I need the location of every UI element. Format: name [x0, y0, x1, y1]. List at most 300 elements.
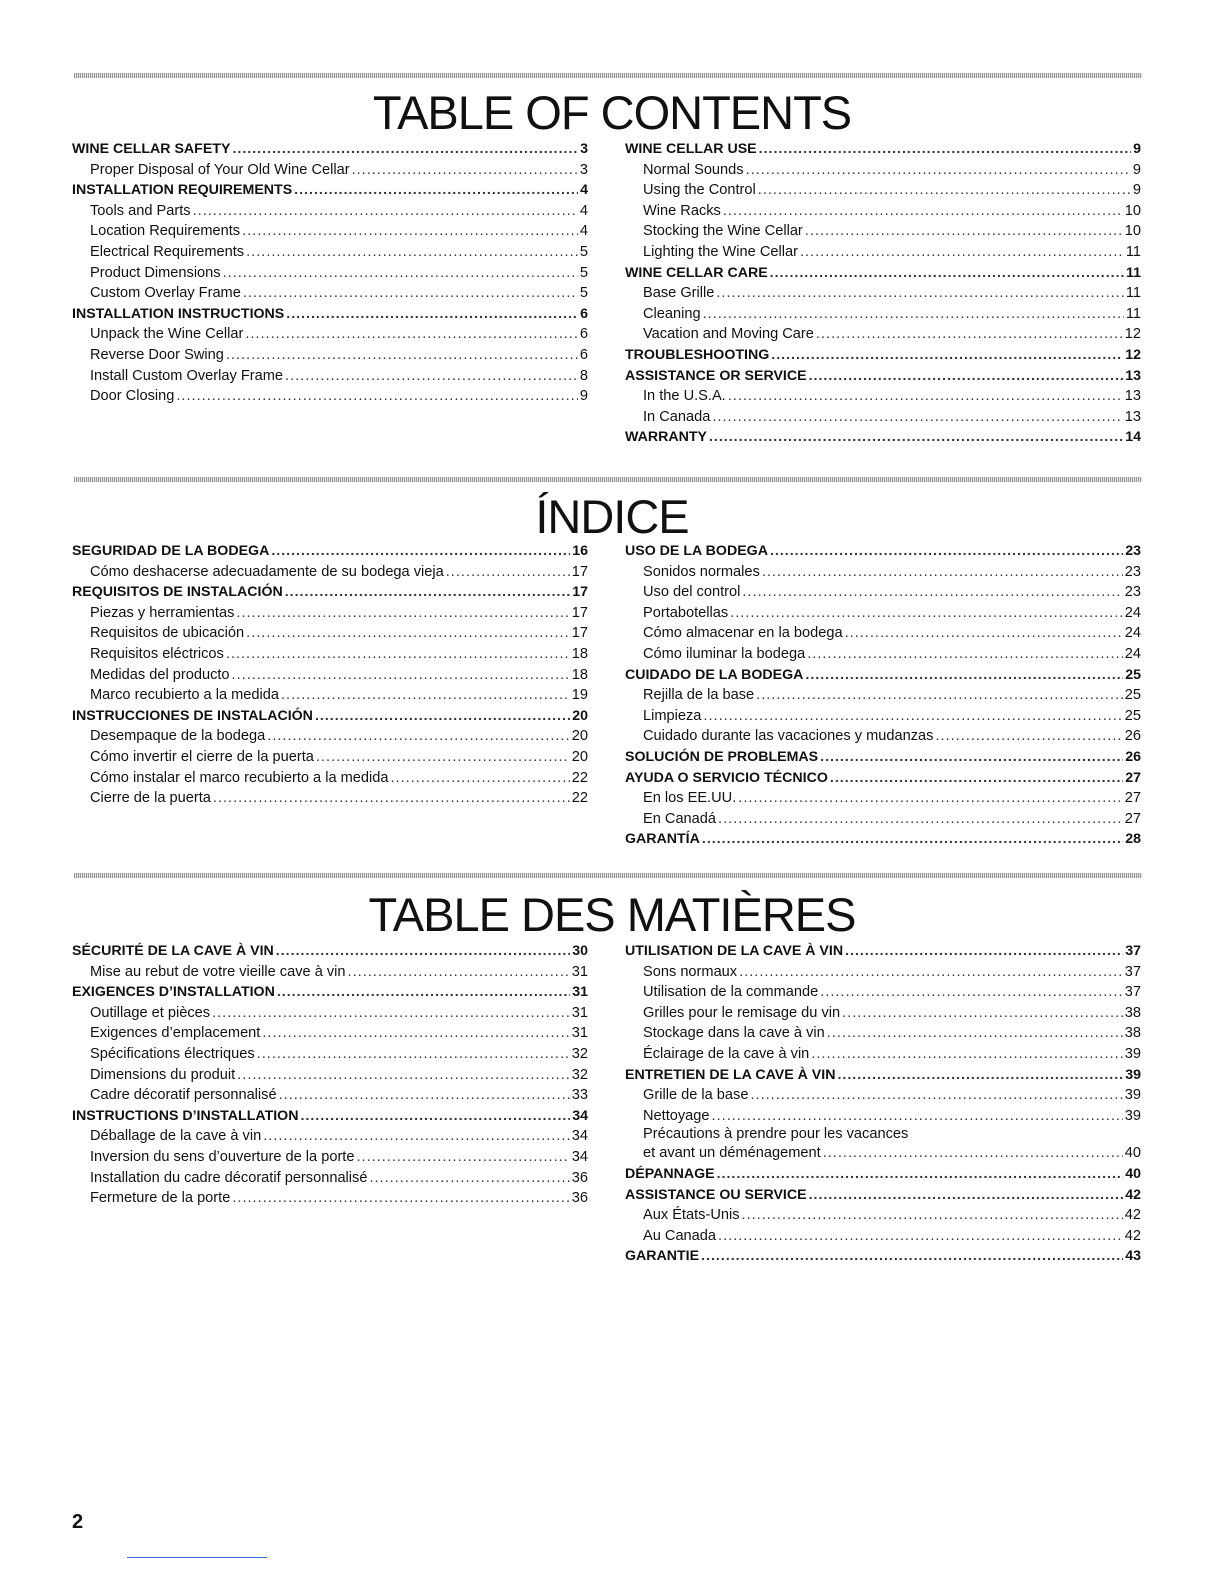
dot-leader — [257, 1044, 570, 1065]
dot-leader — [232, 665, 570, 686]
toc-page-number: 12 — [1125, 346, 1141, 363]
toc-heading-entry[interactable] — [72, 541, 588, 562]
toc-heading-entry[interactable] — [625, 345, 1141, 366]
toc-subentry[interactable] — [72, 366, 588, 387]
dot-leader — [837, 1065, 1123, 1086]
toc-subentry[interactable] — [625, 1044, 1141, 1065]
toc-page-number: 31 — [572, 984, 588, 1001]
dot-leader — [805, 221, 1123, 242]
dot-leader — [213, 788, 570, 809]
toc-subentry[interactable] — [625, 160, 1141, 181]
section-divider — [74, 73, 1142, 78]
toc-subentry[interactable] — [625, 562, 1141, 583]
toc-page-number: 17 — [572, 584, 588, 601]
toc-heading-entry[interactable] — [72, 304, 588, 325]
dot-leader — [223, 263, 578, 284]
toc-entry-label: Electrical Requirements — [90, 243, 245, 260]
toc-entry-label: DÉPANNAGE — [625, 1165, 715, 1182]
toc-subentry[interactable] — [625, 221, 1141, 242]
toc-subentry[interactable] — [72, 788, 588, 809]
toc-page-number: 6 — [579, 346, 588, 363]
toc-entry-label: Nettoyage — [643, 1107, 710, 1124]
toc-page-number: 5 — [579, 243, 588, 260]
toc-entry-label: INSTRUCTIONS D’INSTALLATION — [72, 1107, 299, 1124]
toc-subentry[interactable] — [625, 407, 1141, 428]
toc-page-number: 18 — [571, 645, 588, 662]
toc-heading-entry[interactable] — [72, 941, 588, 962]
toc-page-number: 10 — [1124, 202, 1141, 219]
toc-subentry[interactable] — [72, 1126, 588, 1147]
dot-leader — [845, 623, 1123, 644]
toc-entry-label: GARANTIE — [625, 1248, 700, 1265]
toc-entry-label: Vacation and Moving Care — [643, 326, 814, 343]
toc-page-number: 39 — [1124, 1087, 1141, 1104]
toc-subentry[interactable] — [72, 747, 588, 768]
toc-page-number: 8 — [579, 367, 588, 384]
toc-subentry[interactable] — [72, 562, 588, 583]
toc-subentry[interactable] — [625, 242, 1141, 263]
dot-leader — [702, 829, 1123, 850]
toc-subentry[interactable] — [72, 603, 588, 624]
toc-heading-entry[interactable] — [72, 982, 588, 1003]
toc-page-number: 11 — [1125, 305, 1141, 322]
toc-heading-entry[interactable] — [72, 706, 588, 727]
toc-page-number: 42 — [1125, 1186, 1141, 1203]
toc-entry-label: Location Requirements — [90, 223, 241, 240]
toc-heading-entry[interactable] — [625, 1185, 1141, 1206]
toc-entry-label: Grille de la base — [643, 1087, 749, 1104]
toc-subentry[interactable] — [72, 1188, 588, 1209]
toc-entry-label: GARANTÍA — [625, 831, 700, 848]
toc-subentry[interactable] — [625, 644, 1141, 665]
toc-subentry[interactable] — [72, 263, 588, 284]
dot-leader — [746, 160, 1131, 181]
toc-subentry[interactable] — [72, 201, 588, 222]
toc-subentry[interactable] — [72, 665, 588, 686]
toc-page-number: 31 — [571, 963, 588, 980]
toc-entry-label: Exigences d’emplacement — [90, 1025, 261, 1042]
dot-leader — [807, 644, 1123, 665]
dot-leader — [236, 603, 569, 624]
dot-leader — [762, 562, 1123, 583]
toc-entry-label: Product Dimensions — [90, 264, 221, 281]
toc-page-number: 20 — [571, 728, 588, 745]
toc-subentry[interactable] — [625, 1085, 1141, 1106]
toc-heading-entry[interactable] — [625, 829, 1141, 850]
dot-leader — [294, 180, 578, 201]
toc-entry-label-cont: et avant un déménagement — [643, 1145, 821, 1162]
toc-entry-label: Normal Sounds — [643, 161, 744, 178]
toc-entry-label: Cuidado durante las vacaciones y mudanzas — [643, 728, 934, 745]
toc-page-number: 5 — [579, 285, 588, 302]
dot-leader — [758, 180, 1131, 201]
toc-entry-label: En Canadá — [643, 810, 717, 827]
toc-entry-label: Stocking the Wine Cellar — [643, 223, 803, 240]
toc-heading-entry[interactable] — [625, 941, 1141, 962]
toc-page-number: 38 — [1124, 1004, 1141, 1021]
toc-entry-label: Requisitos eléctricos — [90, 645, 224, 662]
toc-column-right — [625, 139, 1141, 448]
toc-entry-label: Grilles pour le remisage du vin — [643, 1004, 841, 1021]
dot-leader — [446, 562, 570, 583]
toc-page-number: 34 — [572, 1107, 588, 1124]
toc-heading-entry[interactable] — [72, 139, 588, 160]
dot-leader — [739, 962, 1123, 983]
dot-leader — [286, 304, 578, 325]
toc-subentry[interactable] — [625, 982, 1141, 1003]
toc-subentry[interactable] — [625, 1003, 1141, 1024]
section-title: TABLE OF CONTENTS — [372, 86, 852, 139]
toc-subentry[interactable] — [625, 603, 1141, 624]
toc-entry-label: Using the Control — [643, 182, 756, 199]
toc-subentry[interactable] — [625, 283, 1141, 304]
toc-subentry[interactable] — [625, 726, 1141, 747]
toc-entry-label: Cadre décoratif personnalisé — [90, 1087, 277, 1104]
toc-entry-label: EXIGENCES D’INSTALLATION — [72, 984, 275, 1001]
toc-column-right — [625, 541, 1141, 850]
dot-leader — [226, 644, 570, 665]
toc-subentry[interactable] — [72, 726, 588, 747]
toc-entry-label: SEGURIDAD DE LA BODEGA — [72, 543, 270, 559]
toc-subentry[interactable] — [72, 768, 588, 789]
toc-page-number: 40 — [1124, 1145, 1141, 1162]
toc-page-number: 31 — [571, 1025, 588, 1042]
toc-entry-label: Rejilla de la base — [643, 687, 755, 704]
dot-leader — [193, 201, 578, 222]
dot-leader — [816, 324, 1123, 345]
toc-entry-label: Limpieza — [643, 707, 702, 724]
toc-heading-entry[interactable] — [625, 263, 1141, 284]
dot-leader — [935, 726, 1122, 747]
dot-leader — [262, 1023, 569, 1044]
section-divider — [74, 873, 1142, 878]
toc-page-number: 4 — [579, 202, 588, 219]
toc-entry-label: REQUISITOS DE INSTALACIÓN — [72, 584, 283, 601]
dot-leader — [728, 386, 1123, 407]
toc-page-number: 22 — [571, 769, 588, 786]
dot-leader — [830, 768, 1123, 789]
toc-heading-entry[interactable] — [625, 768, 1141, 789]
toc-entry-label: AYUDA O SERVICIO TÉCNICO — [625, 769, 828, 786]
dot-leader — [809, 366, 1124, 387]
toc-entry-label: ENTRETIEN DE LA CAVE À VIN — [625, 1066, 836, 1083]
toc-subentry[interactable] — [72, 242, 588, 263]
dot-leader — [717, 1164, 1124, 1185]
toc-page-number: 6 — [579, 326, 588, 343]
toc-subentry[interactable] — [625, 304, 1141, 325]
toc-heading-entry[interactable] — [625, 1164, 1141, 1185]
toc-heading-entry[interactable] — [72, 1106, 588, 1127]
toc-entry-label: INSTALLATION INSTRUCTIONS — [72, 305, 285, 322]
dot-leader — [246, 623, 570, 644]
toc-entry-label: Précautions à prendre pour les vacances — [643, 1126, 909, 1143]
dot-leader — [352, 160, 578, 181]
toc-subentry[interactable] — [72, 1023, 588, 1044]
toc-page-number: 36 — [571, 1190, 588, 1207]
toc-page-number: 26 — [1125, 748, 1141, 765]
toc-entry-label: Installation du cadre décoratif personnalisé — [90, 1169, 368, 1186]
toc-page-number: 13 — [1125, 367, 1141, 384]
toc-subentry[interactable] — [72, 1147, 588, 1168]
toc-heading-entry[interactable] — [625, 541, 1141, 562]
dot-leader — [315, 706, 570, 727]
toc-entry-label: Cómo instalar el marco recubierto a la medida — [90, 769, 389, 786]
toc-page-number: 23 — [1124, 584, 1141, 601]
dot-leader — [245, 324, 578, 345]
toc-page-number: 17 — [571, 563, 588, 580]
toc-page-number: 18 — [571, 666, 588, 683]
toc-page-number: 9 — [1133, 141, 1141, 157]
toc-heading-entry[interactable] — [625, 139, 1141, 160]
toc-entry-label: Cierre de la puerta — [90, 790, 211, 807]
dot-leader — [243, 283, 578, 304]
toc-page-number: 5 — [579, 264, 588, 281]
toc-entry-label: USO DE LA BODEGA — [625, 543, 768, 559]
dot-leader — [742, 582, 1122, 603]
dot-leader — [285, 582, 570, 603]
toc-column-left — [72, 139, 588, 407]
toc-entry-label: Portabotellas — [643, 604, 729, 621]
toc-subentry[interactable] — [72, 345, 588, 366]
toc-page-number: 11 — [1125, 243, 1141, 260]
dot-leader — [718, 809, 1123, 830]
toc-subentry[interactable] — [625, 685, 1141, 706]
toc-page-number: 12 — [1124, 326, 1141, 343]
dot-leader — [756, 685, 1123, 706]
dot-leader — [712, 1106, 1123, 1127]
toc-subentry[interactable] — [72, 1168, 588, 1189]
dot-leader — [805, 665, 1123, 686]
dot-leader — [723, 201, 1123, 222]
toc-page-number: 26 — [1124, 728, 1141, 745]
dot-leader — [356, 1147, 569, 1168]
dot-leader — [277, 982, 570, 1003]
dot-leader — [750, 1085, 1122, 1106]
toc-entry-label: Marco recubierto a la medida — [90, 687, 279, 704]
toc-page-number: 9 — [1132, 182, 1141, 199]
toc-page-number: 22 — [571, 790, 588, 807]
toc-page-number: 37 — [1124, 984, 1141, 1001]
section-divider — [74, 477, 1142, 482]
toc-subentry[interactable] — [625, 1106, 1141, 1127]
toc-entry-label: Mise au rebut de votre vieille cave à vin — [90, 963, 346, 980]
toc-entry-label: Door Closing — [90, 388, 175, 405]
toc-subentry[interactable] — [625, 962, 1141, 983]
toc-page-number: 39 — [1125, 1066, 1141, 1083]
toc-entry-label: Sons normaux — [643, 963, 738, 980]
toc-entry-label: Desempaque de la bodega — [90, 728, 266, 745]
toc-page-number: 33 — [571, 1087, 588, 1104]
toc-subentry[interactable] — [625, 1023, 1141, 1044]
dot-leader — [823, 1143, 1123, 1164]
toc-page-number: 34 — [571, 1148, 588, 1165]
toc-page-number: 14 — [1125, 429, 1141, 446]
toc-subentry[interactable] — [72, 962, 588, 983]
toc-subentry[interactable] — [625, 201, 1141, 222]
toc-page-number: 4 — [579, 223, 588, 240]
toc-subentry[interactable] — [625, 324, 1141, 345]
toc-heading-entry[interactable] — [625, 1065, 1141, 1086]
toc-entry-label: ASSISTANCE OR SERVICE — [625, 367, 807, 384]
toc-entry-label: Cleaning — [643, 305, 701, 322]
toc-subentry[interactable] — [72, 160, 588, 181]
toc-entry-label: Déballage de la cave à vin — [90, 1128, 262, 1145]
toc-subentry[interactable] — [625, 582, 1141, 603]
toc-entry-label: In Canada — [643, 408, 711, 425]
dot-leader — [742, 1205, 1123, 1226]
toc-page-number: 10 — [1124, 223, 1141, 240]
dot-leader — [800, 242, 1124, 263]
dot-leader — [827, 1023, 1123, 1044]
toc-subentry[interactable] — [72, 1003, 588, 1024]
toc-page-number: 39 — [1124, 1107, 1141, 1124]
toc-heading-entry[interactable] — [625, 665, 1141, 686]
toc-subentry[interactable] — [72, 644, 588, 665]
toc-entry-label: Cómo almacenar en la bodega — [643, 625, 843, 642]
toc-page-number: 43 — [1125, 1248, 1141, 1265]
dot-leader — [730, 603, 1123, 624]
toc-page-number: 27 — [1124, 810, 1141, 827]
toc-page-number: 19 — [571, 687, 588, 704]
toc-subentry[interactable] — [625, 386, 1141, 407]
toc-page-number: 37 — [1125, 943, 1141, 959]
toc-entry-label: Custom Overlay Frame — [90, 285, 241, 302]
toc-page-number: 42 — [1124, 1227, 1141, 1244]
toc-entry-label: Spécifications électriques — [90, 1045, 255, 1062]
dot-leader — [232, 1188, 569, 1209]
dot-leader — [369, 1168, 569, 1189]
toc-entry-label: Base Grille — [643, 285, 715, 302]
toc-page-number: 32 — [571, 1045, 588, 1062]
toc-page-number: 25 — [1124, 707, 1141, 724]
toc-entry-label: WARRANTY — [625, 429, 707, 446]
dot-leader — [716, 283, 1123, 304]
toc-entry-label: Install Custom Overlay Frame — [90, 367, 284, 384]
toc-subentry[interactable] — [625, 1226, 1141, 1247]
toc-heading-entry[interactable] — [625, 427, 1141, 448]
toc-subentry[interactable] — [625, 1126, 1141, 1164]
toc-page-number: 30 — [572, 943, 588, 959]
toc-subentry[interactable] — [72, 623, 588, 644]
toc-subentry[interactable] — [625, 809, 1141, 830]
toc-entry-label: WINE CELLAR CARE — [625, 264, 768, 281]
toc-entry-label: Requisitos de ubicación — [90, 625, 245, 642]
toc-page-number: 20 — [572, 707, 588, 724]
dot-leader — [316, 747, 570, 768]
dot-leader — [176, 386, 578, 407]
toc-heading-entry[interactable] — [625, 366, 1141, 387]
dot-leader — [845, 941, 1123, 962]
dot-leader — [237, 1065, 570, 1086]
toc-entry-label: SOLUCIÓN DE PROBLEMAS — [625, 748, 819, 765]
toc-heading-entry[interactable] — [72, 582, 588, 603]
page-number: 2 — [72, 1511, 84, 1533]
dot-leader — [212, 1003, 570, 1024]
dot-leader — [820, 747, 1123, 768]
dot-leader — [263, 1126, 570, 1147]
toc-subentry[interactable] — [625, 180, 1141, 201]
toc-page-number: 31 — [571, 1004, 588, 1021]
toc-entry-label: Utilisation de la commande — [643, 984, 819, 1001]
toc-subentry[interactable] — [72, 1065, 588, 1086]
toc-page-number: 23 — [1124, 563, 1141, 580]
toc-entry-label: UTILISATION DE LA CAVE À VIN — [625, 943, 844, 959]
toc-subentry[interactable] — [72, 324, 588, 345]
toc-entry-label: Piezas y herramientas — [90, 604, 235, 621]
toc-subentry[interactable] — [625, 788, 1141, 809]
toc-heading-entry[interactable] — [625, 1246, 1141, 1267]
toc-page-number: 17 — [571, 604, 588, 621]
toc-subentry[interactable] — [625, 623, 1141, 644]
toc-column-left — [72, 941, 588, 1209]
dot-leader — [348, 962, 570, 983]
toc-entry-label: En los EE.UU. — [643, 790, 737, 807]
toc-entry-label: Unpack the Wine Cellar — [90, 326, 244, 343]
toc-entry-label: INSTRUCCIONES DE INSTALACIÓN — [72, 707, 313, 724]
toc-entry-label: CUIDADO DE LA BODEGA — [625, 666, 804, 683]
toc-page-number: 37 — [1124, 963, 1141, 980]
toc-entry-line — [643, 1143, 1141, 1164]
toc-page-number: 34 — [571, 1128, 588, 1145]
toc-entry-label: Tools and Parts — [90, 202, 191, 219]
toc-subentry[interactable] — [72, 1085, 588, 1106]
toc-page-number: 9 — [1132, 161, 1141, 178]
dot-leader — [811, 1044, 1122, 1065]
dot-leader — [246, 242, 578, 263]
toc-entry-label: Aux États-Unis — [643, 1207, 740, 1224]
toc-subentry[interactable] — [72, 386, 588, 407]
toc-subentry[interactable] — [625, 1205, 1141, 1226]
toc-subentry[interactable] — [72, 1044, 588, 1065]
toc-subentry[interactable] — [72, 685, 588, 706]
toc-page-number: 3 — [580, 141, 588, 157]
toc-entry-label: SÉCURITÉ DE LA CAVE À VIN — [72, 943, 274, 959]
toc-entry-label: Sonidos normales — [643, 563, 760, 580]
toc-subentry[interactable] — [72, 221, 588, 242]
dot-leader — [703, 304, 1124, 325]
toc-page-number: 13 — [1124, 408, 1141, 425]
toc-heading-entry[interactable] — [72, 180, 588, 201]
dot-leader — [701, 1246, 1123, 1267]
dot-leader — [759, 139, 1131, 160]
dot-leader — [281, 685, 570, 706]
toc-subentry[interactable] — [625, 706, 1141, 727]
toc-heading-entry[interactable] — [625, 747, 1141, 768]
toc-entry-label: Inversion du sens d’ouverture de la porte — [90, 1148, 355, 1165]
dot-leader — [232, 139, 578, 160]
toc-page-number: 28 — [1125, 831, 1141, 848]
toc-entry-label: Éclairage de la cave à vin — [643, 1045, 810, 1062]
toc-entry-label: Uso del control — [643, 584, 741, 601]
toc-column-right — [625, 941, 1141, 1267]
toc-entry-label: WINE CELLAR SAFETY — [72, 141, 231, 157]
toc-page-number: 42 — [1124, 1207, 1141, 1224]
toc-page-number: 27 — [1124, 790, 1141, 807]
toc-page-number: 40 — [1125, 1165, 1141, 1182]
toc-page-number: 24 — [1124, 604, 1141, 621]
toc-page-number: 3 — [579, 161, 588, 178]
toc-page-number: 25 — [1125, 666, 1141, 683]
toc-page-number: 24 — [1124, 625, 1141, 642]
toc-subentry[interactable] — [72, 283, 588, 304]
dot-leader — [300, 1106, 570, 1127]
toc-page-number: 13 — [1124, 388, 1141, 405]
toc-page-number: 36 — [571, 1169, 588, 1186]
toc-page-number: 17 — [571, 625, 588, 642]
toc-entry-label: Wine Racks — [643, 202, 721, 219]
toc-entry-label: Au Canada — [643, 1227, 717, 1244]
toc-entry-label: In the U.S.A. — [643, 388, 726, 405]
